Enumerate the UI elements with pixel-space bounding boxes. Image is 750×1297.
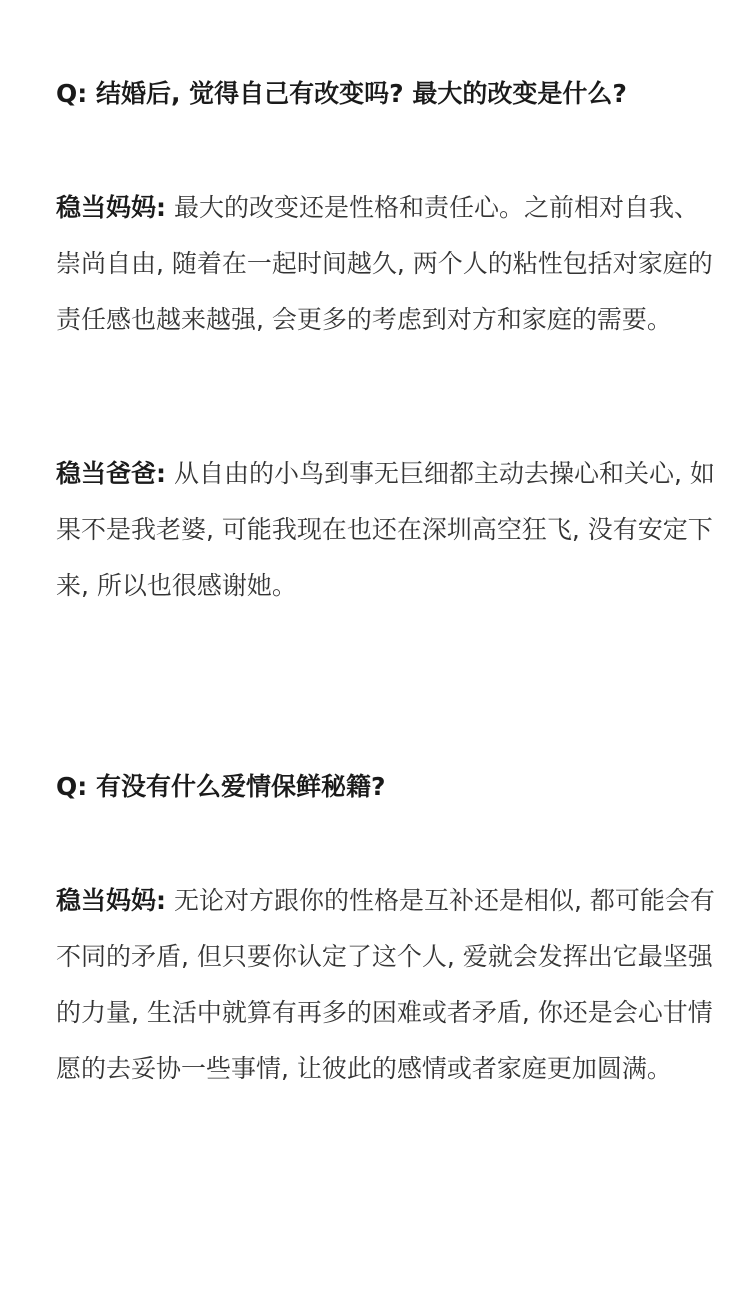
speaker-label: 稳当妈妈: (56, 886, 166, 915)
question-1: Q: 结婚后, 觉得自己有改变吗? 最大的改变是什么? (56, 79, 627, 108)
answer-text: 无论对方跟你的性格是互补还是相似, 都可能会有不同的矛盾, 但只要你认定了这个人, 爱就会发挥出它最坚强的力量, 生活中就算有再多的困难或者矛盾, 你还是会心甘情愿的去妥协一些事情, 让彼此的感情或者家庭更加圆满。 (56, 886, 715, 1083)
speaker-label: 稳当爸爸: (56, 459, 166, 488)
answer-paragraph (56, 446, 716, 614)
answer-paragraph (56, 180, 716, 348)
answer-text: 最大的改变还是性格和责任心。之前相对自我、崇尚自由, 随着在一起时间越久, 两个人的粘性包括对家庭的责任感也越来越强, 会更多的考虑到对方和家庭的需要。 (56, 193, 713, 334)
question-2: Q: 有没有什么爱情保鲜秘籍? (56, 772, 386, 801)
speaker-label: 稳当妈妈: (56, 193, 166, 222)
answer-text: 从自由的小鸟到事无巨细都主动去操心和关心, 如果不是我老婆, 可能我现在也还在深圳高空狂飞, 没有安定下来, 所以也很感谢她。 (56, 459, 715, 600)
answer-paragraph (56, 873, 716, 1097)
